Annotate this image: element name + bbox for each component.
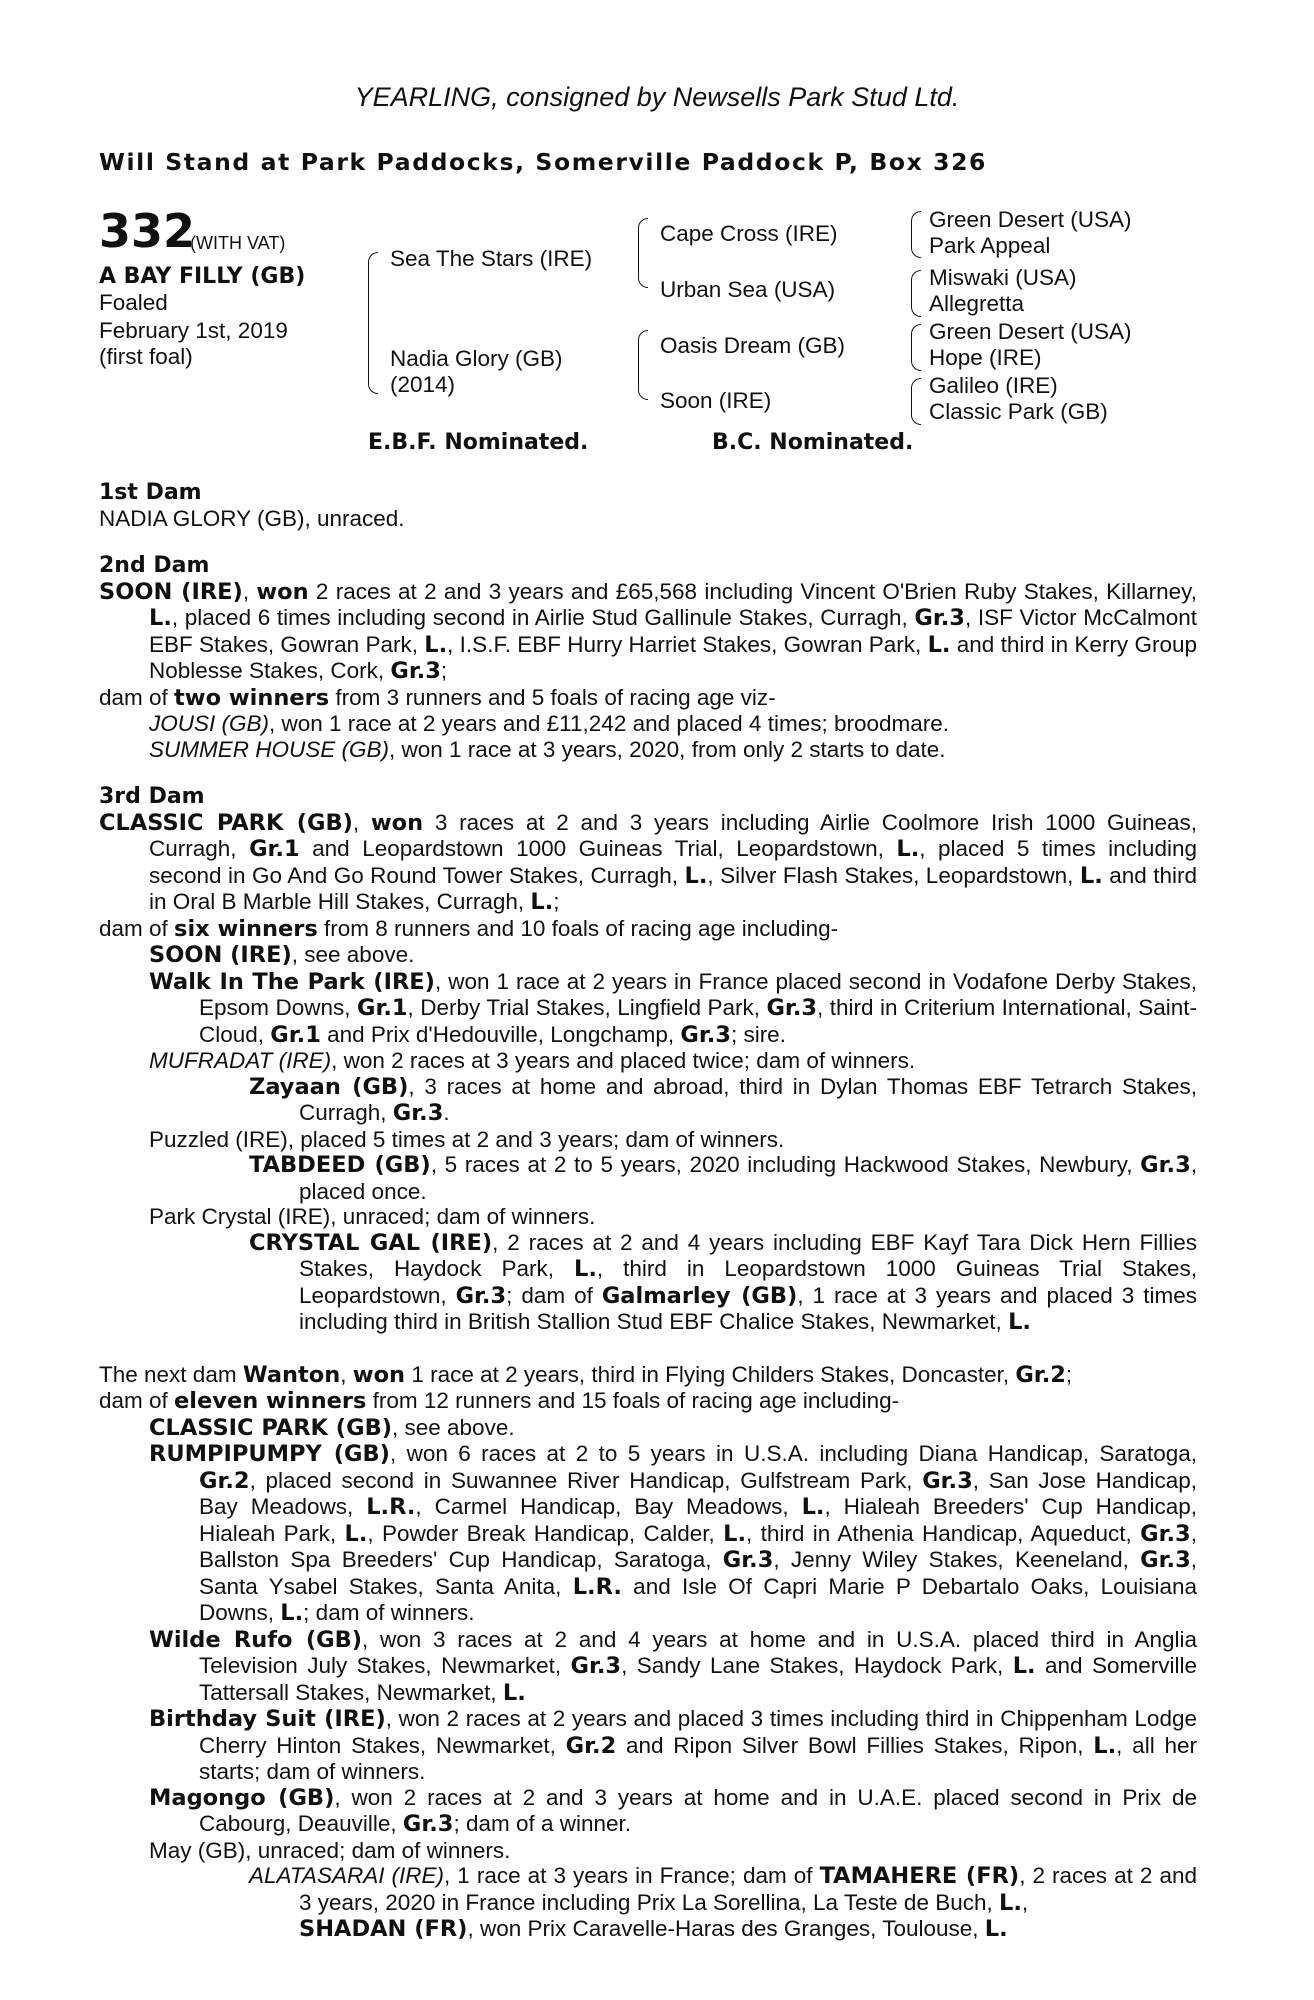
produce-entry: SUMMER HOUSE (GB), won 1 race at 3 years, 2020, from only 2 starts to date. [149, 736, 946, 762]
dam-sire-sire: Green Desert (USA) [929, 319, 1132, 344]
third-dam-heading: 3rd Dam [99, 784, 205, 809]
foaled-date: February 1st, 2019 [99, 318, 288, 343]
produce-entry: SOON (IRE), see above. [149, 942, 415, 968]
dam: Nadia Glory (GB) [390, 346, 563, 371]
lot-number: 332 [99, 204, 196, 258]
pedigree-brace [911, 378, 921, 425]
produce-entry: May (GB), unraced; dam of winners. [149, 1837, 511, 1863]
produce-entry: Walk In The Park (IRE), won 1 race at 2 years in France placed second in Vodafone Derby Stakes, Epsom Downs, Gr.1, Derby Trial Stakes, Lingfield Park, Gr.3, third in Criterium International, Saint-Cloud, Gr.1 and Prix d'Hedouville, Longchamp, Gr.3; sire. [149, 968, 1197, 1048]
sire-sire: Cape Cross (IRE) [660, 221, 838, 246]
pedigree-brace [368, 252, 378, 394]
sire-sire-sire: Green Desert (USA) [929, 207, 1132, 232]
stand-location: Will Stand at Park Paddocks, Somerville Paddock P, Box 326 [99, 148, 987, 176]
produce-entry: ALATASARAI (IRE), 1 race at 3 years in France; dam of TAMAHERE (FR), 2 races at 2 and 3 years, 2020 in France including Prix La Sorellina, La Teste de Buch, L., SHADAN (FR), won Prix Caravelle-Haras des Granges, Toulouse, L. [249, 1863, 1197, 1942]
dam-dam: Soon (IRE) [660, 388, 772, 413]
produce-entry: Birthday Suit (IRE), won 2 races at 2 years and placed 3 times including third in Chippenham Lodge Cherry Hinton Stakes, Newmarket, Gr.2 and Ripon Silver Bowl Fillies Stakes, Ripon, L., all her starts; dam of winners. [149, 1706, 1197, 1784]
produce-entry: Zayaan (GB), 3 races at home and abroad, third in Dylan Thomas EBF Tetrarch Stakes, Curragh, Gr.3. [249, 1073, 1198, 1126]
sire-dam: Urban Sea (USA) [660, 277, 836, 302]
vat-label: (WITH VAT) [190, 233, 286, 253]
consignor-line: YEARLING, consigned by Newsells Park Stud Ltd. [354, 82, 960, 112]
foaled-label: Foaled [99, 290, 168, 315]
next-dam-produce-summary: dam of eleven winners from 12 runners and 15 foals of racing age including- [99, 1388, 900, 1414]
second-dam-record: SOON (IRE), won 2 races at 2 and 3 years and £65,568 including Vincent O'Brien Ruby Stakes, Killarney, L., placed 6 times including second in Airlie Stud Gallinule Stakes, Curragh, Gr.3, ISF Victor McCalmont EBF Stakes, Gowran Park, L., I.S.F. EBF Hurry Harriet Stakes, Gowran Park, L. and third in Kerry Group Noblesse Stakes, Cork, Gr.3; [99, 578, 1198, 684]
second-dam-produce-summary: dam of two winners from 3 runners and 5 foals of racing age viz- [99, 684, 776, 711]
horse-name: A BAY FILLY (GB) [99, 264, 306, 289]
produce-entry: JOUSI (GB), won 1 race at 2 years and £11,242 and placed 4 times; broodmare. [149, 711, 950, 736]
dam-dam-sire: Galileo (IRE) [929, 373, 1058, 398]
pedigree-brace [911, 324, 921, 371]
dam-lines [99, 480, 1197, 1943]
third-dam-produce-summary: dam of six winners from 8 runners and 10 foals of racing age including- [99, 915, 839, 942]
first-dam-text: NADIA GLORY (GB), unraced. [99, 505, 405, 531]
produce-entry: MUFRADAT (IRE), won 2 races at 3 years and placed twice; dam of winners. [149, 1048, 916, 1073]
produce-entry: TABDEED (GB), 5 races at 2 to 5 years, 2020 including Hackwood Stakes, Newbury, Gr.3, placed once. [249, 1152, 1197, 1204]
produce-entry: RUMPIPUMPY (GB), won 6 races at 2 to 5 years in U.S.A. including Diana Handicap, Saratoga, Gr.2, placed second in Suwannee River Handicap, Gulfstream Park, Gr.3, San Jose Handicap, Bay Meadows, L.R., Carmel Handicap, Bay Meadows, L., Hialeah Breeders' Cup Handicap, Hialeah Park, L., Powder Break Handicap, Calder, L., third in Athenia Handicap, Aqueduct, Gr.3, Ballston Spa Breeders' Cup Handicap, Saratoga, Gr.3, Jenny Wiley Stakes, Keeneland, Gr.3, Santa Ysabel Stakes, Santa Anita, L.R. and Isle Of Capri Marie P Debartalo Oaks, Louisiana Downs, L.; dam of winners. [149, 1441, 1197, 1626]
produce-entry: Park Crystal (IRE), unraced; dam of winners. [149, 1204, 596, 1229]
sire-sire-dam: Park Appeal [929, 233, 1051, 258]
dam-sire: Oasis Dream (GB) [660, 333, 846, 358]
first-foal-note: (first foal) [99, 344, 193, 369]
sire: Sea The Stars (IRE) [390, 246, 593, 271]
pedigree-brace [638, 330, 648, 400]
sire-dam-dam: Allegretta [929, 291, 1025, 316]
produce-entry: CRYSTAL GAL (IRE), 2 races at 2 and 4 years including EBF Kayf Tara Dick Hern Fillies Stakes, Haydock Park, L., third in Leopardstown 1000 Guineas Trial Stakes, Leopardstown, Gr.3; dam of Galmarley (GB), 1 race at 3 years and placed 3 times including third in British Stallion Stud EBF Chalice Stakes, Newmarket, L. [249, 1229, 1197, 1335]
produce-entry: Wilde Rufo (GB), won 3 races at 2 and 4 years at home and in U.S.A. placed third in Anglia Television July Stakes, Newmarket, Gr.3, Sandy Lane Stakes, Haydock Park, L. and Somerville Tattersall Stakes, Newmarket, L. [149, 1626, 1197, 1706]
pedigree-brace [638, 218, 648, 288]
produce-entry: CLASSIC PARK (GB), see above. [149, 1414, 515, 1441]
bc-nominated: B.C. Nominated. [712, 430, 914, 455]
third-dam-record: CLASSIC PARK (GB), won 3 races at 2 and 3 years including Airlie Coolmore Irish 1000 Guineas, Curragh, Gr.1 and Leopardstown 1000 Guineas Trial, Leopardstown, L., placed 5 times including second in Go And Go Round Tower Stakes, Curragh, L., Silver Flash Stakes, Leopardstown, L. and third in Oral B Marble Hill Stakes, Curragh, L.; [99, 809, 1197, 915]
produce-entry: Puzzled (IRE), placed 5 times at 2 and 3 years; dam of winners. [149, 1126, 785, 1152]
dam-dam-dam: Classic Park (GB) [929, 399, 1108, 424]
second-dam-heading: 2nd Dam [99, 553, 210, 578]
pedigree-brace [911, 211, 921, 258]
pedigree-brace [911, 270, 921, 317]
horse-name: SOON (IRE) [99, 578, 243, 605]
produce-entry: Magongo (GB), won 2 races at 2 and 3 years at home and in U.A.E. placed second in Prix de Cabourg, Deauville, Gr.3; dam of a winner. [149, 1784, 1197, 1837]
ebf-nominated: E.B.F. Nominated. [368, 430, 589, 455]
sire-dam-sire: Miswaki (USA) [929, 265, 1077, 290]
first-dam-heading: 1st Dam [99, 480, 202, 505]
dam-sire-dam: Hope (IRE) [929, 345, 1042, 370]
dam-year: (2014) [390, 372, 456, 397]
next-dam-record: The next dam Wanton, won 1 race at 2 years, third in Flying Childers Stakes, Doncaster, Gr.2; [99, 1361, 1073, 1388]
